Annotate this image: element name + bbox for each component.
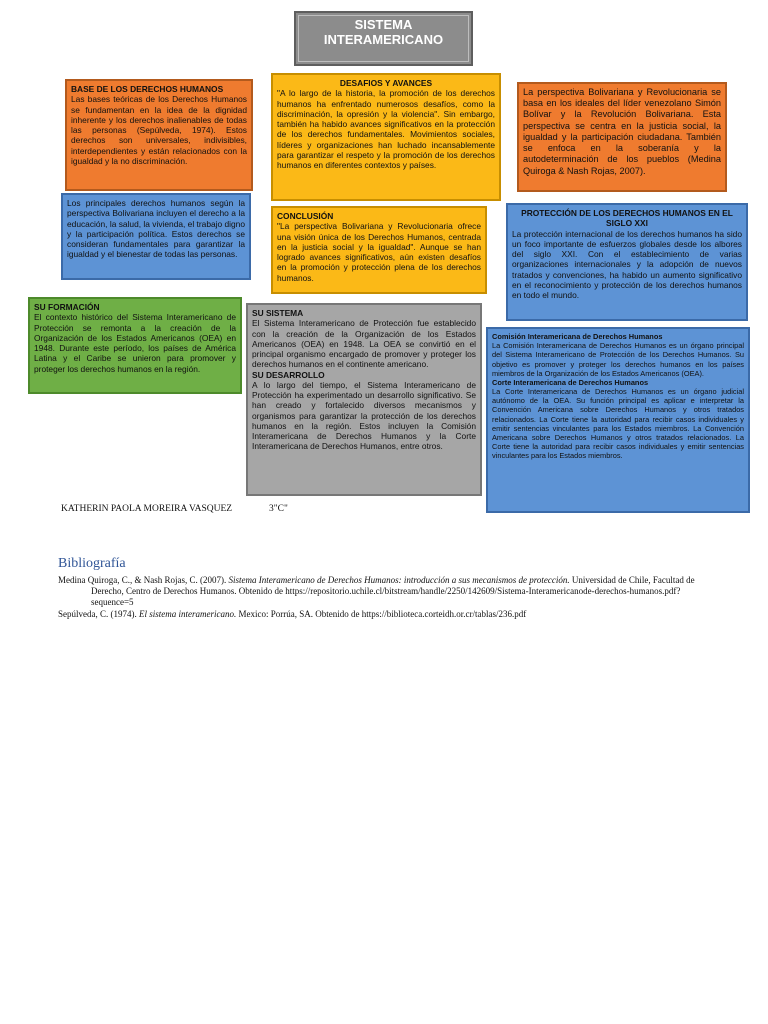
reference-1-authors: Medina Quiroga, C., & Nash Rojas, C. (2007). [58, 575, 227, 585]
comision-text: La Comisión Interamericana de Derechos Humanos es un órgano principal del Sistema Interamericano de Protección de los Derechos Humanos. Su objetivo es promover y proteger los derechos humanos en los países miembros de la Organización de los Estados Americanos (OEA). [492, 341, 744, 378]
sistema-heading: SU SISTEMA [252, 308, 304, 318]
desafios-avances-box [271, 73, 501, 201]
student-line [61, 504, 288, 514]
reference-1-rest: Universidad de Chile, Facultad de Derecho, Centro de Derechos Humanos. Obtenido de https://repositorio.uchile.cl/bitstream/handle/2250/142609/Sistema-Interamericanode-derechos-humanos.pdf?sequence=5 [91, 575, 695, 607]
reference-2 [58, 609, 718, 620]
bibliography-title: Bibliografía [58, 556, 126, 571]
comision-heading: Comisión Interamericana de Derechos Humanos [492, 332, 663, 341]
proteccion-heading: PROTECCIÓN DE LOS DERECHOS HUMANOS EN EL SIGLO XXI [521, 208, 733, 229]
perspectiva-text: La perspectiva Bolivariana y Revolucionaria se basa en los ideales del líder venezolano Simón Bolívar y la Revolución Bolivariana. Esta perspectiva se centra en la justicia social, la igualdad y la participación ciudadana. También se enfoca en la soberanía y la autodeterminación de los pueblos (Medina Quiroga & Nash Rojas, 2007). [523, 87, 721, 176]
reference-2-authors: Sepúlveda, C. (1974). [58, 609, 137, 620]
formacion-text: El contexto histórico del Sistema Interamericano de Protección se remonta a la creación de la Organización de los Estados Americanos (OEA) en 1948. Durante este período, los países de América Latina y el Caribe se unieron para promover y proteger los derechos humanos en la región. [34, 312, 236, 374]
perspectiva-box [517, 82, 727, 192]
reference-1 [58, 575, 718, 607]
conclusion-text: "La perspectiva Bolivariana y Revolucionaria ofrece una visión única de los Derechos Humanos, centrada en la justicia social y la igualdad". Aunque se han logrado avances significativos, aún existen desafíos en la promoción y protección plena de los derechos humanos. [277, 221, 481, 283]
formacion-box [28, 297, 242, 394]
desafios-heading: DESAFIOS Y AVANCES [339, 78, 433, 88]
bibliography-list [58, 575, 718, 622]
desarrollo-heading: SU DESARROLLO [252, 369, 325, 380]
sistema-desarrollo-box [246, 303, 482, 496]
formacion-heading: SU FORMACIÓN [34, 302, 100, 312]
page-title: SISTEMA INTERAMERICANO [294, 11, 473, 66]
proteccion-text: La protección internacional de los derechos humanos ha sido un foco importante de esfuerzos globales desde los albores del siglo XXI. Con el establecimiento de varias organizaciones internacionales y la adopción de nuevos tratados y convenciones, ha habido un aumento significativo en el reconocimiento y protección de los derechos humanos en todo el mundo. [512, 228, 742, 300]
reference-1-work: Sistema Interamericano de Derechos Humanos: introducción a sus mecanismos de protección. [228, 575, 570, 585]
proteccion-box [506, 203, 748, 321]
corte-heading: Corte Interamericana de Derechos Humanos [492, 377, 649, 387]
student-name: KATHERIN PAOLA MOREIRA VASQUEZ [61, 504, 233, 514]
desafios-text: "A lo largo de la historia, la promoción de los derechos humanos ha enfrentado numerosos desafíos, como la discriminación, la opresión y la violencia". Sin embargo, también ha habido avances significativos en la protección de los derechos fundamentales. Movimientos sociales, líderes y organizaciones han luchado incansablemente para garantizar el respeto y la promoción de los derechos humanos en diferentes contextos y países. [277, 88, 495, 170]
reference-2-rest: Mexico: Porrúa, SA. Obtenido de https://biblioteca.corteidh.or.cr/tablas/236.pdf [238, 609, 527, 620]
conclusion-heading: CONCLUSIÓN [277, 211, 334, 221]
base-derechos-heading: BASE DE LOS DERECHOS HUMANOS [71, 84, 224, 94]
corte-text: La Corte Interamericana de Derechos Humanos es un órgano judicial autónomo de la OEA. Su función principal es aplicar e interpretar la Convención Americana sobre Derechos Humanos y otros tratados relacionados. La Corte tiene la autoridad para recibir casos individuales y emitir sentencias vinculantes para los Estados miembros. La Convención Americana sobre Derechos Humanos y otros tratados relacionados. La Corte tiene la autoridad para recibir casos individuales y emitir sentencias vinculantes para los Estados miembros. [492, 387, 744, 461]
principales-derechos-box [61, 193, 251, 280]
base-derechos-text: Las bases teóricas de los Derechos Humanos se fundamentan en la idea de la dignidad inherente y los derechos inalienables de todas las personas (Sepúlveda, 1974). Estos derechos son universales, indivisibles, interdependientes y están relacionados con la igualdad y la no discriminación. [71, 94, 247, 166]
reference-2-work: El sistema interamericano. [139, 609, 237, 620]
desarrollo-text: A lo largo del tiempo, el Sistema Interamericano de Protección ha experimentado un desarrollo significativo. Se han creado y fortalecido diversos mecanismos y organismos para garantizar la protección de los derechos humanos en la región. Estos incluyen la Comisión Interamericana de Derechos Humanos y la Corte Interamericana de Derechos Humanos, entre otros. [252, 379, 476, 452]
base-derechos-box [65, 79, 253, 191]
sistema-text: El Sistema Interamericano de Protección fue establecido con la creación de la Organización de los Estados Americanos (OEA) en 1948. La OEA se convirtió en el principal organismo encargado de promover y proteger los derechos humanos en el continente americano. [252, 318, 476, 370]
student-grade: 3"C" [269, 504, 288, 514]
conclusion-box [271, 206, 487, 294]
comision-corte-box [486, 327, 750, 513]
principales-text: Los principales derechos humanos según la perspectiva Bolivariana incluyen el derecho a la educación, la salud, la vivienda, el trabajo digno y la participación política. Estos derechos se consideran fundamentales para garantizar la igualdad y el bienestar de todas las personas. [67, 198, 245, 260]
